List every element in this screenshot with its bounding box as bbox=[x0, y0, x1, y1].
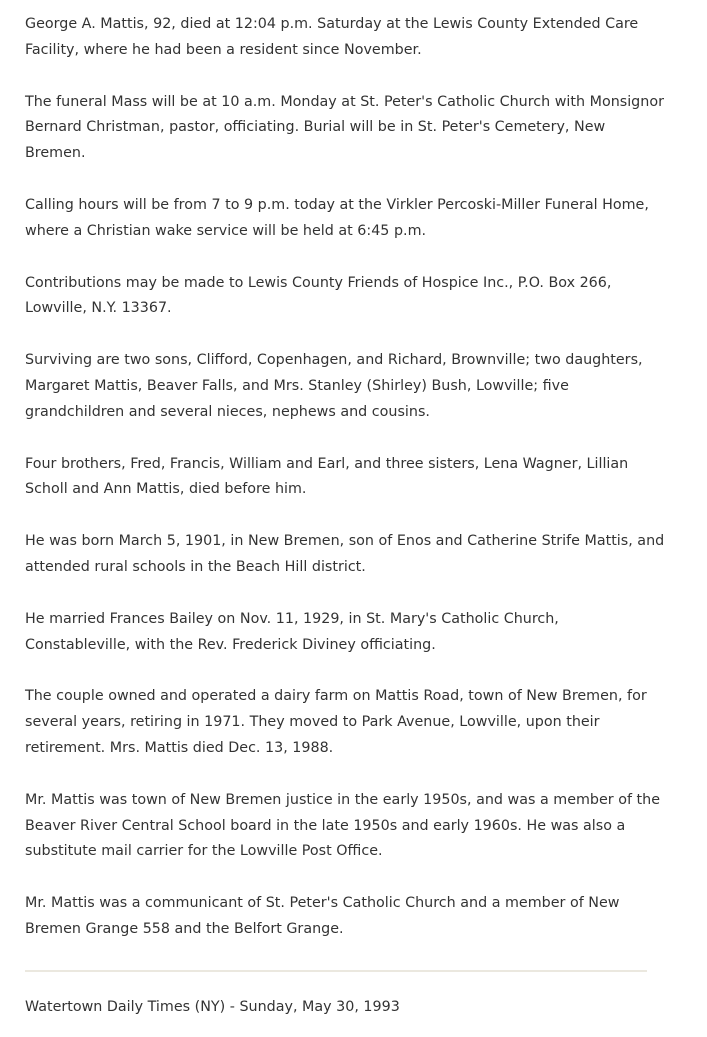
article-paragraph: Mr. Mattis was town of New Bremen justice in the early 1950s, and was a member of the Beaver River Central School board in the late 1950s and early 1960s. He was also a substitute mail carrier for the Lowville Post Office. bbox=[25, 791, 661, 860]
source-citation: Watertown Daily Times (NY) - Sunday, May 30, 1993 bbox=[25, 999, 400, 1015]
article-paragraph: Four brothers, Fred, Francis, William and Earl, and three sisters, Lena Wagner, Lillian Scholl and Ann Mattis, died before him. bbox=[25, 455, 629, 498]
article-paragraph: He married Frances Bailey on Nov. 11, 1929, in St. Mary's Catholic Church, Constableville, with the Rev. Frederick Diviney officiating. bbox=[25, 610, 559, 653]
obituary-article bbox=[25, 12, 665, 969]
article-paragraph: The funeral Mass will be at 10 a.m. Monday at St. Peter's Catholic Church with Monsignor Bernard Christman, pastor, officiating. Burial will be in St. Peter's Cemetery, New Bremen. bbox=[25, 93, 664, 162]
article-paragraph: George A. Mattis, 92, died at 12:04 p.m. Saturday at the Lewis County Extended Care Facility, where he had been a resident since November. bbox=[25, 16, 639, 58]
article-paragraph: Mr. Mattis was a communicant of St. Peter's Catholic Church and a member of New Bremen Grange 558 and the Belfort Grange. bbox=[25, 895, 620, 937]
article-paragraph: Surviving are two sons, Clifford, Copenhagen, and Richard, Brownville; two daughters, Margaret Mattis, Beaver Falls, and Mrs. Stanley (Shirley) Bush, Lowville; five grandchildren and several nieces, nephews and cousins. bbox=[25, 352, 643, 420]
article-paragraph: He was born March 5, 1901, in New Bremen, son of Enos and Catherine Strife Mattis, and attended rural schools in the Beach Hill district. bbox=[25, 533, 665, 575]
article-paragraph: Calling hours will be from 7 to 9 p.m. today at the Virkler Percoski-Miller Funeral Home, where a Christian wake service will be held at 6:45 p.m. bbox=[25, 196, 649, 239]
divider bbox=[25, 970, 647, 972]
article-paragraph: Contributions may be made to Lewis County Friends of Hospice Inc., P.O. Box 266, Lowville, N.Y. 13367. bbox=[25, 274, 612, 317]
article-paragraph: The couple owned and operated a dairy farm on Mattis Road, town of New Bremen, for several years, retiring in 1971. They moved to Park Avenue, Lowville, upon their retirement. Mrs. Mattis died Dec. 13, 1988. bbox=[25, 688, 647, 756]
